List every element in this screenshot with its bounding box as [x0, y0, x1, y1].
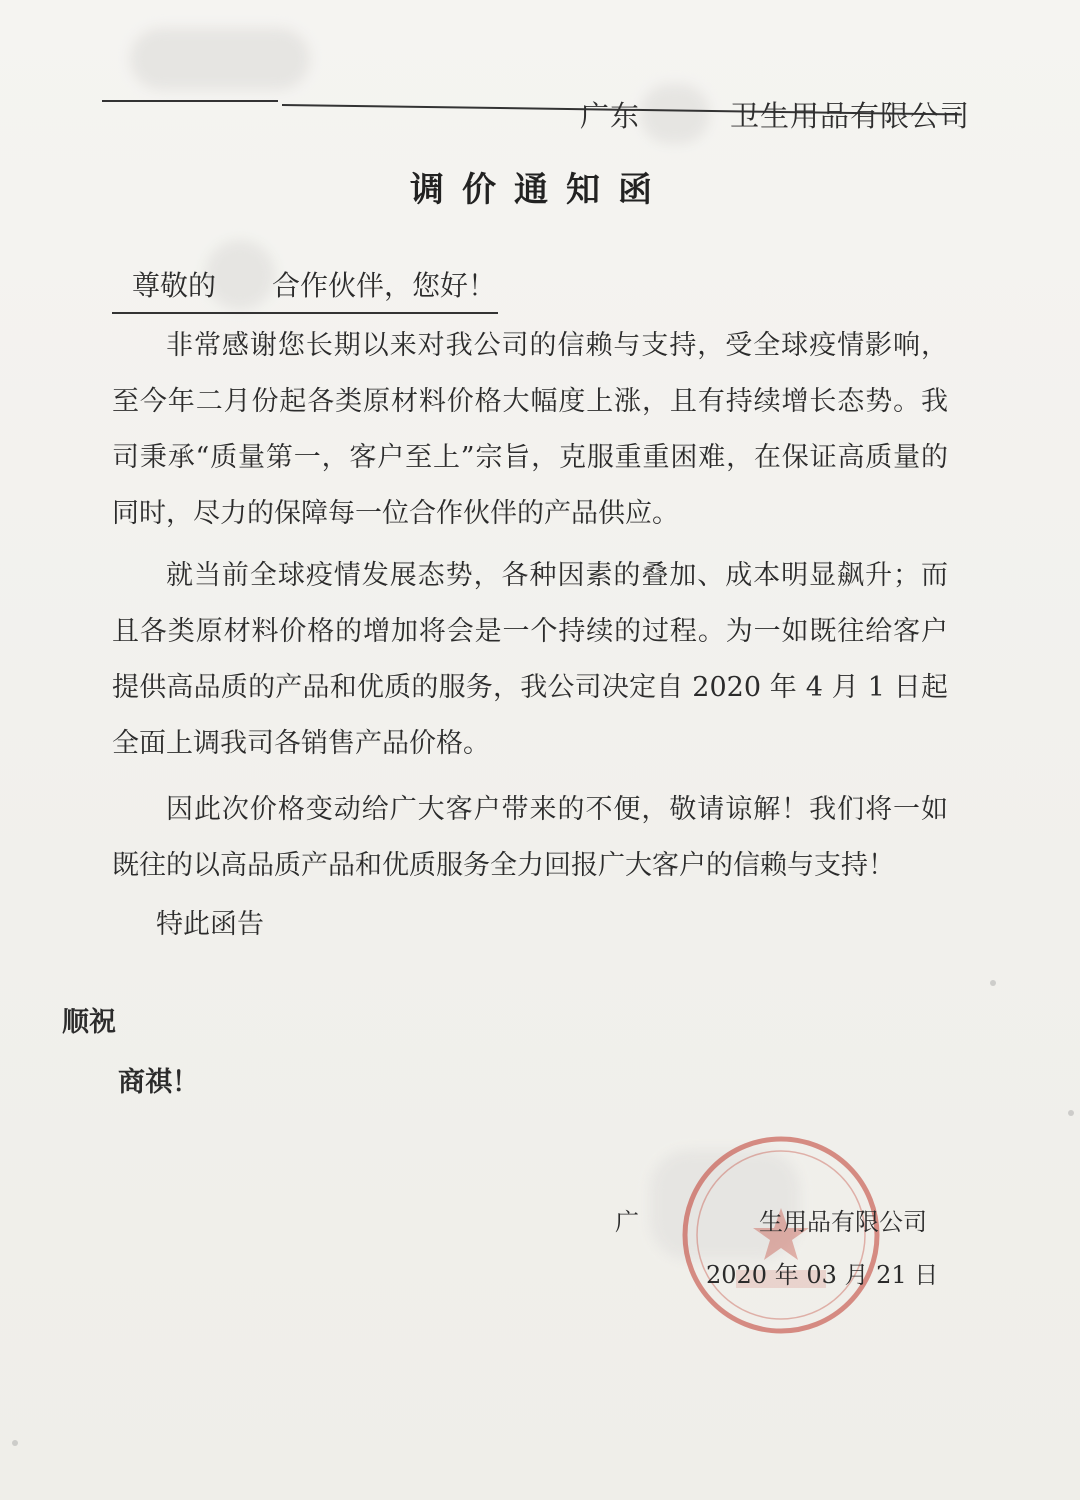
closing-regards: 顺祝: [62, 1007, 116, 1038]
header-company-name: 广东 卫生用品有限公司: [580, 99, 971, 133]
paragraph-2: 就当前全球疫情发展态势，各种因素的叠加、成本明显飙升；而且各类原材料价格的增加将会是一个持续的过程。为一如既往给客户提供高品质的产品和优质的服务，我公司决定自 2020 年 4 月 1 日起全面上调我司各销售产品价格。: [112, 560, 948, 759]
document-title: 调价通知函: [410, 170, 670, 210]
header-rule: [102, 100, 278, 102]
redaction-top-left: [130, 28, 310, 90]
paper-speck: [12, 1440, 18, 1446]
paragraph-3: 因此次价格变动给广大客户带来的不便，敬请谅解！我们将一如既往的以高品质产品和优质服务全力回报广大客户的信赖与支持！: [112, 794, 948, 881]
paper-speck: [990, 980, 996, 986]
signature-date: 2020 年 03 月 21 日: [706, 1261, 939, 1289]
notice-end: 特此函告: [156, 909, 264, 940]
greeting-underline: [112, 312, 498, 314]
paragraph-1: 非常感谢您长期以来对我公司的信赖与支持，受全球疫情影响，至今年二月份起各类原材料价格大幅度上涨，且有持续增长态势。我司秉承“质量第一，客户至上”宗旨，克服重重困难，在保证高质量的同时，尽力的保障每一位合作伙伴的产品供应。: [112, 330, 948, 529]
greeting: 尊敬的 合作伙伴，您好！: [132, 269, 497, 302]
closing-wishes: 商祺！: [118, 1067, 199, 1098]
signature-company: 广 生用品有限公司: [615, 1208, 927, 1236]
paper-speck: [1068, 1110, 1074, 1116]
